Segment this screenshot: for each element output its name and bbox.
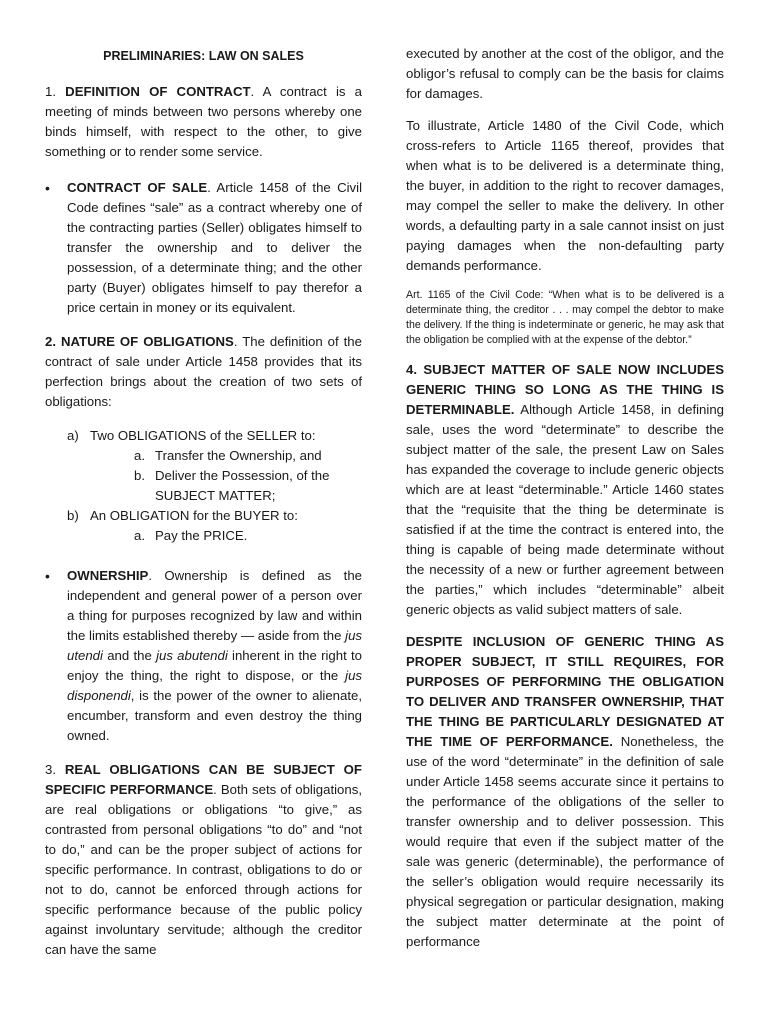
section-4 <box>406 360 724 620</box>
contract-of-sale-heading: CONTRACT OF SALE <box>67 180 208 195</box>
generic-thing-paragraph <box>406 632 724 952</box>
continuation-paragraph: executed by another at the cost of the obligor, and the obligor’s refusal to comply can be the basis for claims for damages. <box>406 46 724 101</box>
article-1165-note: Art. 1165 of the Civil Code: “When what is to be delivered is a determinate thing, the creditor . . . may compel the debtor to make the delivery. If the thing is indeterminate or generic, he may ask that the obligation be complied with at the expense of the debtor.” <box>406 289 724 346</box>
section-4-heading: 4. SUBJECT MATTER OF SALE NOW INCLUDES GENERIC THING SO LONG AS THE THING IS DETERMINABLE. <box>406 362 724 417</box>
section-2 <box>45 332 362 412</box>
ownership-heading: OWNERSHIP <box>67 568 149 583</box>
left-column <box>45 44 362 960</box>
contract-of-sale-bullet <box>45 178 362 318</box>
section-3 <box>45 760 362 960</box>
generic-thing-text: Nonetheless, the use of the word “determinate” in the definition of sale under Article 1458 seems accurate since it pertains to the performance of the obligations of the seller to transfer ownership and to deliver possession. This would require that even if the subject matter of the sale was generic (determinable), the performance of the seller’s obligation would require necessarily its physical segregation or particular designation, making the subject matter determinate at the point of performance <box>406 734 724 949</box>
section-1-number: 1. <box>45 84 66 99</box>
section-1-heading: DEFINITION OF CONTRACT <box>65 84 251 99</box>
list-item: a. Transfer the Ownership, and <box>134 448 322 463</box>
section-2-text: . The definition of the contract of sale under Article 1458 provides that its perfection brings about the creation of two sets of obligations: <box>45 334 362 409</box>
section-4-text: Although Article 1458, in defining sale, uses the word “determinate” to describe the subject matter of the sale, the present Law on Sales has expanded the coverage to include generic objects which are at least “determinable.” Article 1460 states that the “requisite that the thing be determinate is satisfied if at the time the contract is entered into, the thing is capable of being made determinate without the necessity of a new or further agreement between the parties,” which includes “determinable” albeit generic objects as valid subject matters of sale. <box>406 402 724 617</box>
list-item: a. Pay the PRICE. <box>134 528 248 543</box>
list-item: b) An OBLIGATION for the BUYER to: <box>67 508 298 523</box>
ownership-bullet: • OWNERSHIP. Ownership is defined as the independent and general power of a person over a thing for purposes recognized by law and within the limits established thereby — aside from the jus utendi and the jus abutendi inherent in the right to enjoy the thing, the right to dispose, or the jus disponendi, is the power of the owner to alienate, encumber, transform and even destroy the thing owned. <box>45 566 362 746</box>
list-item: b. Deliver the Possession, of the SUBJECT MATTER; <box>134 468 330 503</box>
section-3-heading: REAL OBLIGATIONS CAN BE SUBJECT OF SPECIFIC PERFORMANCE <box>45 762 362 797</box>
contract-of-sale-text: . Article 1458 of the Civil Code defines “sale” as a contract whereby one of the contracting parties (Seller) obligates himself to transfer the ownership and to deliver the possession, of a determinate thing; and the other party (Buyer) obligates himself to pay therefor a price certain in money or its equivalent. <box>67 180 362 315</box>
document-title: PRELIMINARIES: LAW ON SALES <box>103 49 304 63</box>
section-2-number: 2. <box>45 334 61 349</box>
section-1 <box>45 82 362 162</box>
right-column <box>406 44 724 952</box>
section-3-text: . Both sets of obligations, are real obligations or obligations “to give,” as contrasted from personal obligations “to do” and “not to do,” and can be the proper subject of actions for specific performance. In contrast, obligations to do or not to do, cannot be enforced through actions for specific performance because of the public policy against involuntary servitude; although the creditor can have the same <box>45 782 362 957</box>
illustration-paragraph: To illustrate, Article 1480 of the Civil Code, which cross-refers to Article 1165 thereof, provides that when what is to be delivered is a determinate thing, the buyer, in addition to the right to recover damages, may compel the seller to make the delivery. In other words, a defaulting party in a sale cannot insist on just paying damages when the non-defaulting party demands performance. <box>406 118 724 273</box>
section-2-heading: NATURE OF OBLIGATIONS <box>60 334 234 349</box>
generic-thing-heading: DESPITE INCLUSION OF GENERIC THING AS PROPER SUBJECT, IT STILL REQUIRES, FOR PURPOSES OF PERFORMING THE OBLIGATION TO DELIVER AND TRANSFER OWNERSHIP, THAT THE THING BE PARTICULARLY DESIGNATED AT THE TIME OF PERFORMANCE. <box>406 634 724 749</box>
list-item: a) Two OBLIGATIONS of the SELLER to: <box>67 428 316 443</box>
section-1-text: . A contract is a meeting of minds between two persons whereby one binds himself, with respect to the other, to give something or to render some service. <box>45 84 362 159</box>
section-3-number: 3. <box>45 762 65 777</box>
obligations-list <box>45 426 362 546</box>
